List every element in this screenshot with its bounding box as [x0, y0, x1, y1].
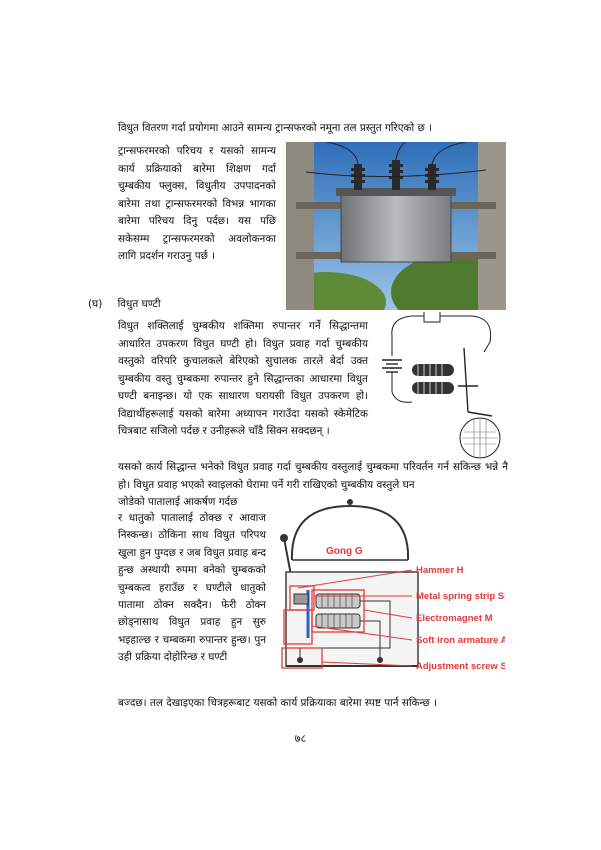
- label-armature: Soft iron armature A: [416, 635, 505, 646]
- intro-line: विधुत वितरण गर्दा प्रयोगमा आउने सामन्य ट्रान्सफरको नमूना तल प्रस्तुत गरिएको छ ।: [118, 122, 432, 134]
- working-narrow-text: र धातुको पातालाई ठोक्छ र आवाज निस्कन्छ। ठोकिना साथ विधुत परिपथ खुला हुन पुग्दछ र जब विधुत प्रवाह बन्द हुन्छ अस्थायी रुपमा बनेको चुम्बकको चुम्बकत्व हराउँछ र घण्टीले धातुको पातामा ठोक्न सक्दैन। फेरी ठोक्न छोड्नासाथ विधुत प्रवाह हुन सुरु भइहाल्छ र चम्बकमा रुपान्तर हुन्छ। पुन उही प्रक्रिया दोहोरिन्छ र घण्टी: [118, 512, 266, 664]
- label-electromagnet: Electromagnet M: [416, 613, 493, 624]
- transformer-photo: [286, 142, 506, 310]
- label-hammer: Hammer H: [416, 565, 464, 576]
- working-paragraph: यसको कार्य सिद्धान्त भनेको विधुत प्रवाह गर्दा चुम्बकीय वस्तुलाई चुम्बकमा परिवर्तन गर्न सकिन्छ भन्ने नै हो। विधुत प्रवाह भएको स्वाइलको घेरामा पर्ने गरी राखिएको चुम्बकीय वस्तुले घन: [118, 461, 508, 491]
- transformer-paragraph: ट्रान्सफरमरको परिचय र यसको सामन्य कार्य प्रक्रियाको बारेमा शिक्षण गर्दा चुम्बकीय फ्लुक्स, विधुतीय उपपादनको बारेमा तथा ट्रान्सफरमरको विभन्न भागका बारेमा परिचय दिनु पर्दछ। यस पछि सकेसम्म ट्रान्सफरमरको अवलोकनका लागि प्रदर्शन गराउनु पर्छ ।: [118, 145, 276, 262]
- label-gong: Gong G: [326, 546, 363, 557]
- electric-bell-diagram: [280, 498, 505, 693]
- working-closing: बज्दछ। तल देखाइएका चित्रहरूबाट यसको कार्य प्रक्रियाका बारेमा स्पष्ट पार्न सकिन्छ ।: [118, 697, 438, 709]
- label-spring: Metal spring strip SS: [416, 591, 505, 602]
- bell-paragraph: विधुत शक्तिलाई चुम्बकीय शक्तिमा रुपान्तर गर्ने सिद्धान्तमा आधारित उपकरण विधुत घण्टी हो। विधुत प्रवाह गर्दा चुम्बकीय वस्तुको वरिपरि कुचालकले बेरिएको सुचालक तारले बेर्दा उक्त चुम्बकीय वस्तु चुम्बकमा रुपान्तर हुने सिद्धान्तका आधारमा विधुत घण्टी बनाइन्छ। यो एक साधारण घरायसी विधुत उपकरण हो। विद्यार्थीहरूलाई यसको बारेमा अध्यापन गराउँदा यसको स्केमेटिक चित्रबाट सजिलो पर्दछ र उनीहरूले चाँडै सिक्न सक्दछन् ।: [118, 320, 368, 437]
- label-screw: Adjustment screw S: [416, 661, 505, 672]
- bell-schematic: [372, 312, 502, 462]
- page-number: ७८: [294, 732, 307, 745]
- section-marker: (घ): [88, 298, 103, 310]
- section-title: विधुत घण्टी: [117, 298, 161, 310]
- section-heading: [88, 296, 288, 314]
- working-continuation: जोडेको पातालाई आकर्षण गर्दछ: [118, 496, 238, 508]
